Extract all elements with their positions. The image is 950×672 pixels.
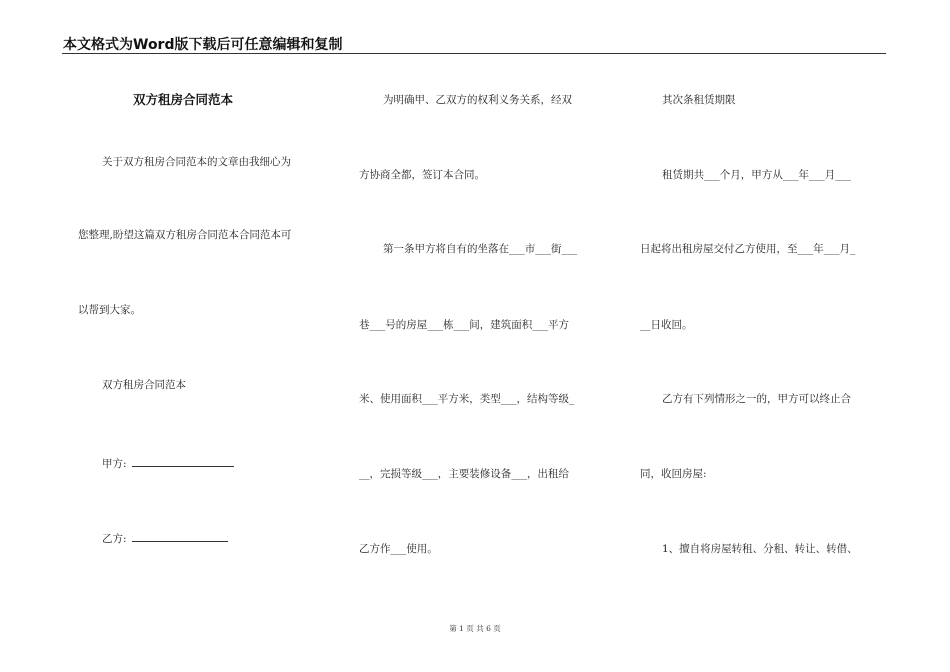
column-middle bbox=[330, 0, 620, 672]
body-line: __，完损等级___，主要装修设备___，出租给 bbox=[359, 468, 569, 480]
party-b-blank bbox=[132, 530, 228, 542]
party-a-label: 甲方: bbox=[102, 458, 127, 470]
intro-line-3: 以帮到大家。 bbox=[78, 304, 141, 316]
body-line: 米、使用面积___平方米，类型___，结构等级_ bbox=[359, 393, 575, 405]
body-line: 方协商全都，签订本合同。 bbox=[359, 169, 485, 181]
body-line: 乙方作___使用。 bbox=[359, 543, 438, 555]
column-left bbox=[0, 0, 330, 672]
body-line: 其次条租赁期限 bbox=[662, 94, 736, 106]
section-subtitle: 双方租房合同范本 bbox=[102, 379, 186, 391]
body-line: 第一条甲方将自有的坐落在___市___街___ bbox=[383, 243, 578, 255]
document-title: 双方租房合同范本 bbox=[133, 92, 234, 107]
page-header-title: 本文格式为Word版下载后可任意编辑和复制 bbox=[63, 37, 343, 53]
intro-line-1: 关于双方租房合同范本的文章由我细心为 bbox=[102, 156, 291, 168]
intro-line-2: 您整理,盼望这篇双方租房合同范本合同范本可 bbox=[78, 229, 292, 241]
party-a-blank bbox=[132, 455, 234, 467]
body-line: 租赁期共___个月，甲方从___年___月___ bbox=[662, 169, 851, 181]
party-a-row bbox=[102, 455, 234, 471]
body-line: 同，收回房屋: bbox=[640, 468, 707, 480]
body-line: 1、擅自将房屋转租、分租、转让、转借、 bbox=[662, 543, 858, 555]
body-line: 为明确甲、乙双方的权利义务关系，经双 bbox=[383, 94, 572, 106]
column-right bbox=[620, 0, 900, 672]
body-line: 乙方有下列情形之一的，甲方可以终止合 bbox=[662, 393, 851, 405]
body-line: 日起将出租房屋交付乙方使用，至___年___月_ bbox=[640, 243, 856, 255]
body-line: 巷___号的房屋___栋___间，建筑面积___平方 bbox=[359, 319, 569, 331]
party-b-row bbox=[102, 530, 228, 546]
body-line: __日收回。 bbox=[640, 319, 693, 331]
party-b-label: 乙方: bbox=[102, 533, 127, 545]
page-number: 第 1 页 共 6 页 bbox=[449, 624, 501, 633]
